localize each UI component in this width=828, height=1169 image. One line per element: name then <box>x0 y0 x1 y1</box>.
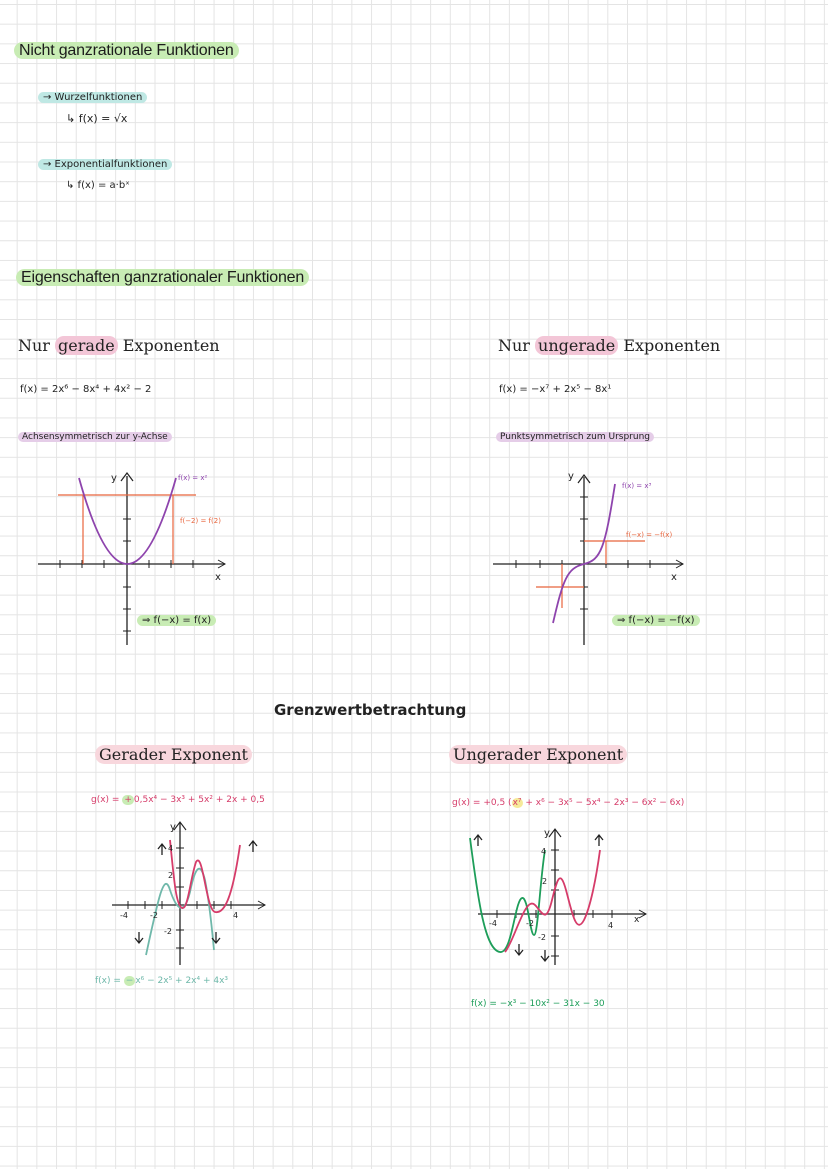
odd-degree-formula-f: f(x) = −x³ − 10x² − 31x − 30 <box>471 999 605 1009</box>
even-degree-tick-neg2: -2 <box>150 911 158 920</box>
even-degree-tick-y2: 2 <box>168 871 174 880</box>
section-title-non-polynomial: Nicht ganzrationale Funktionen <box>14 42 239 60</box>
odd-axis-x: x <box>671 572 677 583</box>
odd-degree-heading: Ungerader Exponent <box>449 745 627 764</box>
odd-degree-tick-neg2: -2 <box>526 919 534 928</box>
even-axis-y: y <box>111 473 117 484</box>
odd-curve-label: f(x) = x³ <box>622 482 652 490</box>
even-degree-tick-4: 4 <box>233 911 239 920</box>
even-degree-axis-y: y <box>170 822 176 833</box>
odd-axis-y: y <box>568 471 574 482</box>
odd-degree-tick-y4: 4 <box>541 847 547 856</box>
even-curve-label: f(x) = x² <box>178 474 208 482</box>
even-degree-tick-neg4: -4 <box>120 911 128 920</box>
section-title-limits: Grenzwertbetrachtung <box>274 701 467 719</box>
odd-example-formula: f(x) = −x⁷ + 2x⁵ − 8x¹ <box>499 384 612 395</box>
exponential-function-formula: ↳ f(x) = a·bˣ <box>66 180 130 191</box>
even-symmetry-label: Achsensymmetrisch zur y-Achse <box>18 432 172 442</box>
even-degree-formula-g: g(x) = + 0,5x⁴ − 3x³ + 5x² + 2x + 0,5 <box>91 795 265 805</box>
odd-degree-axis-x: x <box>634 915 640 925</box>
section-title-properties: Eigenschaften ganzrationaler Funktionen <box>16 269 309 287</box>
even-example-formula: f(x) = 2x⁶ − 8x⁴ + 4x² − 2 <box>20 384 152 395</box>
odd-degree-tick-neg4: -4 <box>489 919 497 928</box>
even-axis-x: x <box>215 572 221 583</box>
odd-result: ⇒ f(−x) = −f(x) <box>612 615 700 626</box>
odd-degree-tick-4: 4 <box>608 921 614 930</box>
odd-degree-axis-y: y <box>544 828 550 839</box>
odd-exponents-heading: Nur ungerade Exponenten <box>498 336 721 355</box>
odd-degree-formula-g: g(x) = +0,5 (x⁷ + x⁶ − 3x⁵ − 5x⁴ − 2x³ − 6x² − 6x) <box>452 798 685 808</box>
even-result: ⇒ f(−x) = f(x) <box>137 615 216 626</box>
root-function-formula: ↳ f(x) = √x <box>66 112 128 125</box>
odd-degree-tick-y2: 2 <box>542 877 548 886</box>
root-function-label: → Wurzelfunktionen <box>38 92 147 103</box>
odd-relation-label: f(−x) = −f(x) <box>626 531 673 539</box>
even-degree-tick-y4: 4 <box>168 844 174 853</box>
even-degree-formula-f: f(x) = − x⁶ − 2x⁵ + 2x⁴ + 4x³ <box>95 976 229 986</box>
even-exponents-heading: Nur gerade Exponenten <box>18 336 220 355</box>
even-degree-tick-yneg2: -2 <box>164 927 172 936</box>
exponential-function-label: → Exponentialfunktionen <box>38 159 172 170</box>
even-degree-heading: Gerader Exponent <box>95 745 252 764</box>
even-relation-label: f(−2) = f(2) <box>180 517 221 525</box>
odd-symmetry-label: Punktsymmetrisch zum Ursprung <box>496 432 654 442</box>
odd-degree-tick-yneg2: -2 <box>538 933 546 942</box>
